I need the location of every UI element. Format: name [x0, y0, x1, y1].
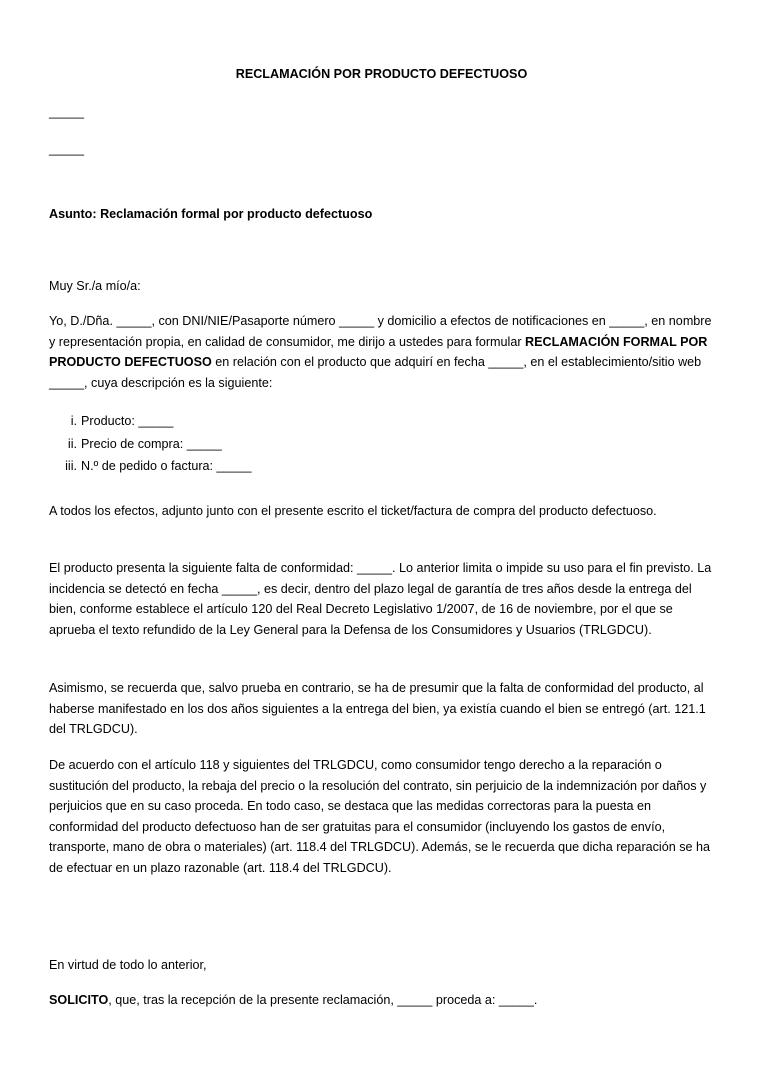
list-item-number: i.: [70, 414, 77, 428]
rights-paragraph: De acuerdo con el artículo 118 y siguientes del TRLGDCU, como consumidor tengo derecho a la reparación o sustitución del producto, la rebaja del precio o la resolución del contrato, sin perjuicio de la indemnización por daños y perjuicios que en su caso proceda. En todo caso, se destaca que las medidas correctoras para la puesta en conformidad del producto defectuoso han de ser gratuitas para el consumidor (incluyendo los gastos de envío, transporte, mano de obra o materiales) (art. 118.4 del TRLGDCU). Además, se le recuerda que dicha reparación se ha de efectuar en un plazo razonable (art. 118.4 del TRLGDCU).: [49, 758, 711, 875]
product-details-list: [49, 410, 252, 478]
list-item: [49, 433, 252, 456]
intro-bold: RECLAMACIÓN FORMAL POR PRODUCTO DEFECTUOSO: [49, 334, 708, 369]
list-item: [49, 455, 252, 478]
list-item-number: ii.: [67, 436, 77, 451]
list-item-number: iii.: [65, 459, 77, 473]
attachment-paragraph: A todos los efectos, adjunto junto con el presente escrito el ticket/factura de compra del producto defectuoso.: [49, 504, 657, 518]
list-item-text: N.º de pedido o factura: _____: [81, 459, 252, 473]
list-item-text: Precio de compra: _____: [81, 436, 222, 451]
intro-text-2: en relación con el producto que adquirí en fecha _____, en el establecimiento/sitio web _____, cuya descripción es la siguiente:: [49, 355, 702, 390]
document-title: RECLAMACIÓN POR PRODUCTO DEFECTUOSO: [235, 67, 528, 81]
request-bold: SOLICITO: [49, 993, 109, 1007]
request-paragraph: [49, 990, 721, 1011]
presumption-paragraph: Asimismo, se recuerda que, salvo prueba en contrario, se ha de presumir que la falta de conformidad del producto, al haberse manifestado en los dos años siguientes a la entrega del bien, ya existía cuando el bien se entregó (art. 121.1 del TRLGDCU).: [49, 681, 706, 736]
list-item-text: Producto: _____: [81, 414, 174, 428]
closing-intro: En virtud de todo lo anterior,: [49, 958, 207, 972]
intro-text-1: Yo, D./Dña. _____, con DNI/NIE/Pasaporte número _____ y domicilio a efectos de notificaciones en _____, en nombre y representación propia, en calidad de consumidor, me dirijo a ustedes para formular: [49, 314, 712, 349]
recipient-line-2: _____: [49, 142, 85, 156]
greeting: Muy Sr./a mío/a:: [49, 279, 141, 293]
request-text: , que, tras la recepción de la presente reclamación, _____ proceda a: _____.: [108, 993, 538, 1007]
recipient-line-1: _____: [49, 105, 85, 119]
intro-paragraph: [49, 311, 721, 393]
subject-line: Asunto: Reclamación formal por producto defectuoso: [49, 207, 373, 221]
conformity-paragraph: El producto presenta la siguiente falta de conformidad: _____. Lo anterior limita o impide su uso para el fin previsto. La incidencia se detectó en fecha _____, es decir, dentro del plazo legal de garantía de tres años desde la entrega del bien, conforme establece el artículo 120 del Real Decreto Legislativo 1/2007, de 16 de noviembre, por el que se aprueba el texto refundido de la Ley General para la Defensa de los Consumidores y Usuarios (TRLGDCU).: [49, 561, 712, 637]
list-item: [49, 410, 252, 433]
